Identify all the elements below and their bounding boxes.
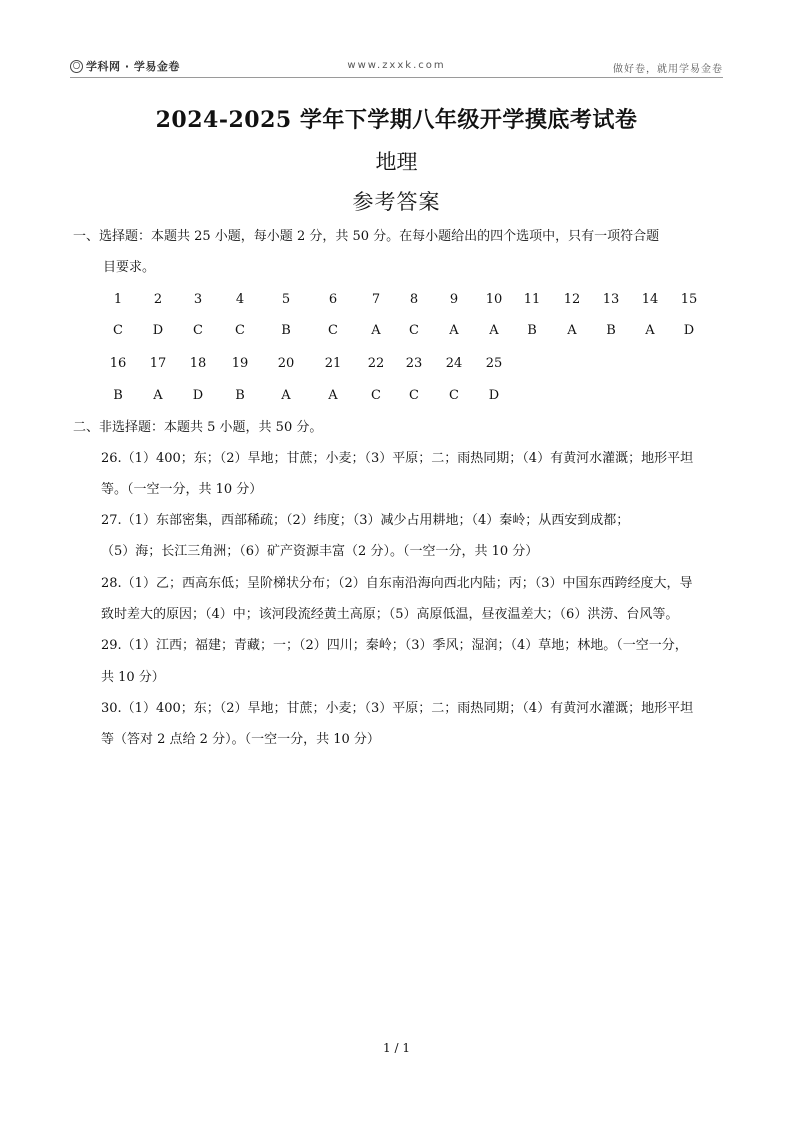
answer-line: 共 10 分）: [101, 670, 165, 685]
question-number: 1: [113, 292, 123, 307]
choice-answer: B: [606, 323, 616, 338]
answer-line: 27.（1）东部密集，西部稀疏；（2）纬度；（3）减少占用耕地；（4）秦岭；从西安到成都；: [101, 513, 630, 528]
choice-answer: A: [153, 388, 163, 403]
section2-heading: 二、非选择题：本题共 5 小题，共 50 分。: [73, 420, 323, 435]
choice-answer: C: [371, 388, 381, 403]
question-number: 8: [409, 292, 419, 307]
choice-answer: B: [235, 388, 245, 403]
site-url[interactable]: www.zxxk.com: [347, 60, 446, 71]
choice-answer: A: [449, 323, 459, 338]
section1-heading: 一、选择题：本题共 25 小题，每小题 2 分，共 50 分。在每小题给出的四个选项中，只有一项符合题: [73, 229, 660, 244]
choice-answer: D: [683, 323, 695, 338]
question-number: 3: [193, 292, 203, 307]
question-number: 18: [189, 356, 207, 371]
answer-line: 29.（1）江西；福建；青藏；一；（2）四川；秦岭；（3）季风；湿润；（4）草地；林地。（一空一分，: [101, 638, 688, 653]
page-header: [70, 57, 723, 78]
choice-answer: C: [113, 323, 123, 338]
answer-line: 等。（一空一分，共 10 分）: [101, 482, 263, 497]
question-number: 11: [523, 292, 541, 307]
choice-answer: A: [328, 388, 338, 403]
choice-answer: A: [489, 323, 499, 338]
question-number: 9: [449, 292, 459, 307]
choice-answer: A: [567, 323, 577, 338]
answer-line: 30.（1）400；东；（2）旱地；甘蔗；小麦；（3）平原；二；雨热同期；（4）有黄河水灌溉；地形平坦: [101, 701, 694, 716]
page-number: 1 / 1: [383, 1041, 410, 1055]
choice-answer: D: [152, 323, 164, 338]
question-number: 2: [153, 292, 163, 307]
answer-line: 致时差大的原因；（4）中；该河段流经黄土高原；（5）高原低温，昼夜温差大；（6）洪涝、台风等。: [101, 607, 679, 622]
choice-answer: A: [371, 323, 381, 338]
question-number: 6: [328, 292, 338, 307]
section1-heading-cont: 目要求。: [103, 260, 156, 275]
logo-icon: 〇: [70, 60, 83, 73]
choice-answer: A: [281, 388, 291, 403]
question-number: 20: [277, 356, 295, 371]
answer-line: 26.（1）400；东；（2）旱地；甘蔗；小麦；（3）平原；二；雨热同期；（4）有黄河水灌溉；地形平坦: [101, 451, 694, 466]
question-number: 14: [641, 292, 659, 307]
choice-answer: D: [192, 388, 204, 403]
subject-title: 地理: [375, 150, 418, 174]
question-number: 12: [563, 292, 581, 307]
answer-line: （5）海；长江三角洲；（6）矿产资源丰富（2 分）。（一空一分，共 10 分）: [101, 544, 539, 559]
choice-answer: C: [193, 323, 203, 338]
question-number: 16: [109, 356, 127, 371]
question-number: 22: [367, 356, 385, 371]
question-number: 21: [324, 356, 342, 371]
slogan: 做好卷，就用学易金卷: [613, 64, 723, 75]
choice-answer: C: [409, 323, 419, 338]
choice-answer: C: [328, 323, 338, 338]
choice-answer: B: [527, 323, 537, 338]
answer-title: 参考答案: [352, 190, 441, 214]
logo-text: 学科网 · 学易金卷: [86, 60, 180, 73]
choice-answer: B: [113, 388, 123, 403]
question-number: 19: [231, 356, 249, 371]
choice-answer: B: [281, 323, 291, 338]
choice-answer: C: [235, 323, 245, 338]
question-number: 4: [235, 292, 245, 307]
choice-answer: C: [449, 388, 459, 403]
question-number: 5: [281, 292, 291, 307]
question-number: 24: [445, 356, 463, 371]
exam-title: 2024-2025 学年下学期八年级开学摸底考试卷: [155, 107, 638, 133]
question-number: 17: [149, 356, 167, 371]
answer-line: 等（答对 2 点给 2 分）。（一空一分，共 10 分）: [101, 732, 380, 747]
choice-answer: C: [409, 388, 419, 403]
question-number: 7: [371, 292, 381, 307]
question-number: 23: [405, 356, 423, 371]
question-number: 15: [680, 292, 698, 307]
question-number: 25: [485, 356, 503, 371]
question-number: 13: [602, 292, 620, 307]
choice-answer: D: [488, 388, 500, 403]
question-number: 10: [485, 292, 503, 307]
choice-answer: A: [645, 323, 655, 338]
answer-line: 28.（1）乙；西高东低；呈阶梯状分布；（2）自东南沿海向西北内陆；丙；（3）中国东西跨经度大，导: [101, 576, 693, 591]
